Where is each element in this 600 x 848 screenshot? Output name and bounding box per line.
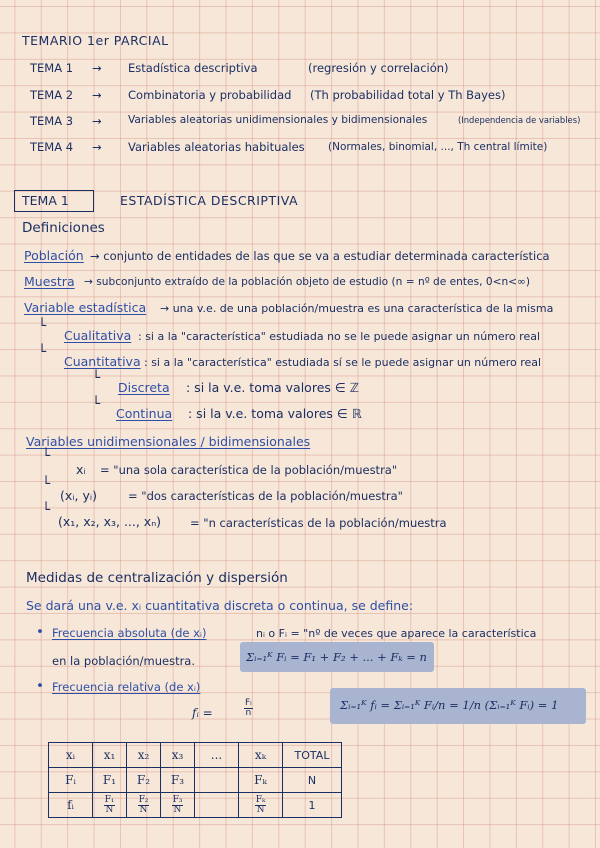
fr-lhs: fᵢ = — [192, 706, 213, 720]
table-cell — [195, 768, 239, 793]
table-cell: x₂ — [127, 743, 161, 768]
table-cell: ... — [195, 743, 239, 768]
frac-den: N — [256, 804, 265, 815]
fr-numerator: Fᵢ — [245, 698, 252, 708]
variables-heading: Variables unidimensionales / bidimensionales — [26, 434, 311, 449]
frecuencia-absoluta-def-cont: en la población/muestra. — [52, 654, 196, 668]
var-def: = "dos características de la población/muestra" — [128, 489, 403, 503]
tema-name: Combinatoria y probabilidad — [128, 88, 292, 102]
arrow-icon: → — [92, 114, 102, 128]
page-title: TEMARIO 1er PARCIAL — [22, 33, 169, 48]
frecuencia-absoluta-term: Frecuencia absoluta (de xᵢ) — [52, 626, 207, 640]
table-cell: N — [283, 768, 342, 793]
table-row — [49, 743, 342, 768]
medidas-intro: Se dará una v.e. xᵢ cuantitativa discreta o continua, se define: — [26, 598, 414, 613]
var-def: = "una sola característica de la población/muestra" — [100, 463, 398, 477]
table-cell — [161, 793, 195, 818]
table-cell — [93, 793, 127, 818]
branch-icon: └ — [42, 448, 51, 464]
table-cell: F₂ — [127, 768, 161, 793]
cualitativa-term: Cualitativa — [64, 328, 132, 343]
poblacion-def: → conjunto de entidades de las que se va a estudiar determinada característica — [90, 249, 550, 263]
table-cell: fᵢ — [49, 793, 93, 818]
arrow-icon: → — [92, 140, 102, 154]
branch-icon: └ — [38, 344, 47, 360]
table-cell — [127, 793, 161, 818]
branch-icon: └ — [92, 396, 101, 412]
var-expr: (x₁, x₂, x₃, ..., xₙ) — [58, 514, 162, 529]
definiciones-heading: Definiciones — [22, 220, 105, 236]
sum-relativa-formula: Σᵢ₌₁ᴷ fᵢ = Σᵢ₌₁ᴷ Fᵢ/n = 1/n (Σᵢ₌₁ᴷ Fᵢ) = 1 — [340, 698, 559, 712]
branch-icon: └ — [42, 476, 51, 492]
tema-name: Estadística descriptiva — [128, 61, 258, 75]
table-cell: xₖ — [239, 743, 283, 768]
frac-den: N — [173, 804, 182, 815]
tema-detail: (Independencia de variables) — [458, 115, 581, 125]
tema-detail: (Th probabilidad total y Th Bayes) — [310, 88, 506, 102]
branch-icon: └ — [38, 318, 47, 334]
frac-den: N — [105, 804, 114, 815]
tema-label: TEMA 1 — [30, 61, 74, 75]
tema-label: TEMA 2 — [30, 88, 74, 102]
branch-icon: └ — [42, 502, 51, 518]
bullet-icon: • — [36, 678, 44, 694]
cualitativa-def: : si a la "característica" estudiada no se le puede asignar un número real — [138, 330, 541, 343]
table-cell: Fᵢ — [49, 768, 93, 793]
arrow-icon: → — [92, 61, 102, 75]
fr-fraction — [244, 698, 253, 718]
tema-detail: (regresión y correlación) — [308, 61, 449, 75]
muestra-def: → subconjunto extraído de la población objeto de estudio (n = nº de entes, 0<n<∞) — [84, 276, 530, 288]
tema-label: TEMA 3 — [30, 114, 74, 128]
var-expr: (xᵢ, yᵢ) — [60, 488, 97, 503]
bullet-icon: • — [36, 624, 44, 640]
frequency-table — [48, 742, 342, 818]
frecuencia-relativa-term: Frecuencia relativa (de xᵢ) — [52, 680, 201, 694]
sum-absoluta-formula: Σᵢ₌₁ᴷ Fᵢ = F₁ + F₂ + ... + Fₖ = n — [246, 650, 427, 664]
frac-den: N — [139, 804, 148, 815]
fr-denominator: n — [245, 708, 252, 718]
arrow-icon: → — [92, 88, 102, 102]
tema-label: TEMA 4 — [30, 140, 74, 154]
table-cell: F₁ — [93, 768, 127, 793]
tema-name: Variables aleatorias habituales — [128, 140, 305, 154]
frac-num: F₂ — [138, 794, 149, 805]
variable-term: Variable estadística — [24, 300, 147, 315]
medidas-heading: Medidas de centralización y dispersión — [26, 570, 288, 586]
frac-num: Fₖ — [255, 794, 266, 805]
continua-def: : si la v.e. toma valores ∈ ℝ — [188, 406, 362, 421]
table-cell: TOTAL — [283, 743, 342, 768]
discreta-term: Discreta — [118, 380, 170, 395]
table-row — [49, 793, 342, 818]
cuantitativa-def: : si a la "característica" estudiada sí se le puede asignar un número real — [144, 356, 542, 369]
table-cell: xᵢ — [49, 743, 93, 768]
tema-name: Variables aleatorias unidimensionales y bidimensionales — [128, 114, 428, 126]
poblacion-term: Población — [24, 248, 84, 263]
frecuencia-absoluta-def: nᵢ o Fᵢ = "nº de veces que aparece la característica — [256, 627, 537, 640]
cuantitativa-term: Cuantitativa — [64, 354, 141, 369]
var-def: = "n características de la población/muestra — [190, 516, 447, 530]
table-cell: x₁ — [93, 743, 127, 768]
frac-num: F₃ — [172, 794, 183, 805]
tema1-title: ESTADÍSTICA DESCRIPTIVA — [120, 193, 299, 208]
variable-def: → una v.e. de una población/muestra es una característica de la misma — [160, 302, 554, 315]
table-cell: F₃ — [161, 768, 195, 793]
tema-detail: (Normales, binomial, ..., Th central límite) — [328, 141, 548, 153]
table-cell: x₃ — [161, 743, 195, 768]
frac-num: F₁ — [104, 794, 115, 805]
table-row — [49, 768, 342, 793]
table-cell — [239, 793, 283, 818]
table-cell: 1 — [283, 793, 342, 818]
branch-icon: └ — [92, 370, 101, 386]
table-cell: Fₖ — [239, 768, 283, 793]
var-expr: xᵢ — [76, 462, 86, 477]
muestra-term: Muestra — [24, 274, 75, 289]
discreta-def: : si la v.e. toma valores ∈ ℤ — [186, 380, 360, 395]
tema1-label: TEMA 1 — [22, 193, 69, 208]
table-cell — [195, 793, 239, 818]
continua-term: Continua — [116, 406, 173, 421]
